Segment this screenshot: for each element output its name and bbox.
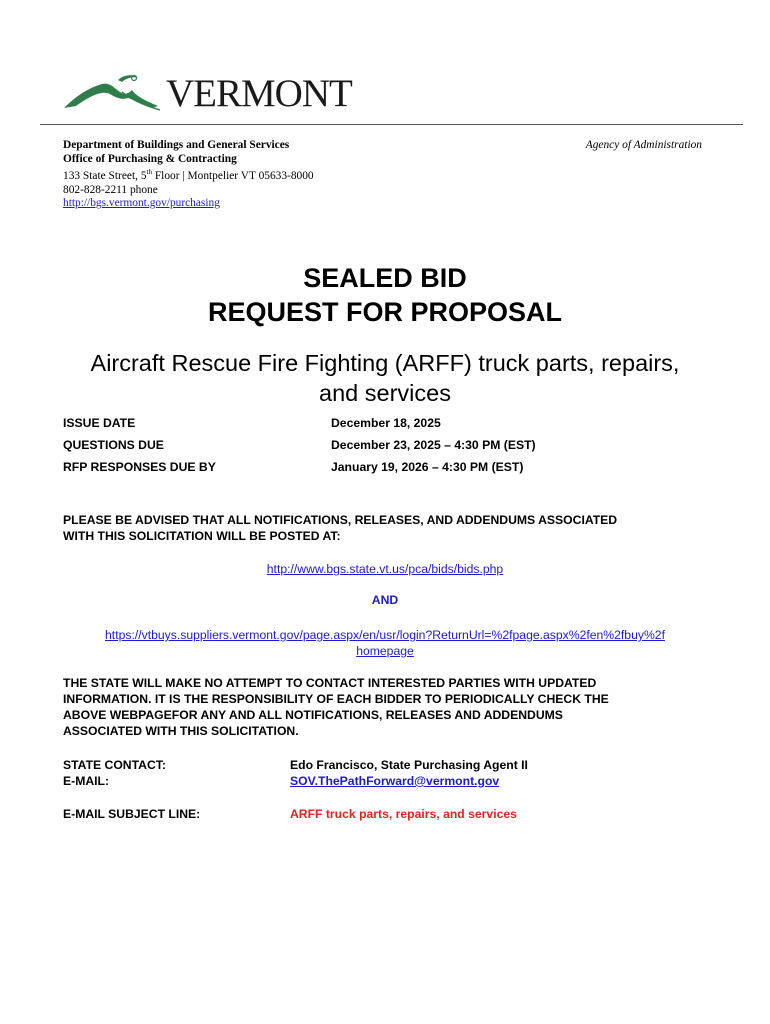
vermont-logo [62, 70, 352, 116]
agency-name: Agency of Administration [585, 139, 702, 151]
notice-line-3: ABOVE WEBPAGEFOR ANY AND ALL NOTIFICATIONS, RELEASES AND ADDENDUMS [63, 708, 563, 722]
state-contact-label: STATE CONTACT: [63, 758, 166, 772]
document-title [0, 261, 770, 329]
purchasing-website-link[interactable]: http://bgs.vermont.gov/purchasing [63, 197, 220, 210]
department-name: Department of Buildings and General Services [63, 139, 290, 151]
subject-line-1: Aircraft Rescue Fire Fighting (ARFF) truck parts, repairs, [90, 350, 680, 376]
advisory-line-2: WITH THIS SOLICITATION WILL BE POSTED AT: [63, 529, 341, 543]
notice-line-4: ASSOCIATED WITH THIS SOLICITATION. [63, 724, 299, 738]
department-address-block [63, 139, 314, 211]
phone-number: 802-828-2211 phone [63, 183, 158, 196]
advisory-line-1: PLEASE BE ADVISED THAT ALL NOTIFICATIONS, RELEASES, AND ADDENDUMS ASSOCIATED [63, 513, 618, 527]
vtbuys-link-line-2[interactable]: homepage [356, 644, 414, 658]
office-name: Office of Purchasing & Contracting [63, 152, 237, 165]
state-contact-value: Edo Francisco, State Purchasing Agent II [290, 758, 528, 772]
street-address [63, 166, 314, 183]
email-subject-label: E-MAIL SUBJECT LINE: [63, 807, 201, 821]
rfp-subject [0, 348, 770, 408]
email-label: E-MAIL: [63, 774, 110, 788]
address-city: Floor | Montpelier VT 05633-8000 [151, 169, 314, 182]
and-label: AND [371, 593, 399, 607]
subject-line-2: and services [319, 380, 451, 406]
title-line-1: SEALED BID [303, 263, 467, 293]
state-notice [63, 675, 723, 739]
posting-advisory [63, 512, 723, 544]
questions-due-value: December 23, 2025 – 4:30 PM (EST) [331, 438, 536, 452]
notice-line-1: THE STATE WILL MAKE NO ATTEMPT TO CONTACT INTERESTED PARTIES WITH UPDATED [63, 676, 597, 690]
email-link[interactable]: SOV.ThePathForward@vermont.gov [290, 774, 500, 788]
vtbuys-link[interactable] [0, 627, 770, 659]
issue-date-value: December 18, 2025 [331, 416, 441, 430]
email-subject-value: ARFF truck parts, repairs, and services [290, 807, 517, 821]
logo-wordmark: VERMONT [166, 72, 352, 115]
responses-due-label: RFP RESPONSES DUE BY [63, 460, 216, 474]
mountain-logo-icon [62, 70, 172, 116]
responses-due-value: January 19, 2026 – 4:30 PM (EST) [331, 460, 524, 474]
header-divider [40, 124, 743, 125]
title-line-2: REQUEST FOR PROPOSAL [207, 297, 563, 327]
address-street: 133 State Street, 5 [63, 169, 147, 182]
vtbuys-link-line-1[interactable]: https://vtbuys.suppliers.vermont.gov/page.aspx/en/usr/login?ReturnUrl=%2fpage.aspx%2fen%2fbuy%2f [105, 628, 665, 642]
bids-page-link[interactable]: http://www.bgs.state.vt.us/pca/bids/bids.php [266, 562, 504, 576]
address-ordinal: th [146, 168, 152, 177]
notice-line-2: INFORMATION. IT IS THE RESPONSIBILITY OF EACH BIDDER TO PERIODICALLY CHECK THE [63, 692, 609, 706]
issue-date-label: ISSUE DATE [63, 416, 136, 430]
questions-due-label: QUESTIONS DUE [63, 438, 164, 452]
